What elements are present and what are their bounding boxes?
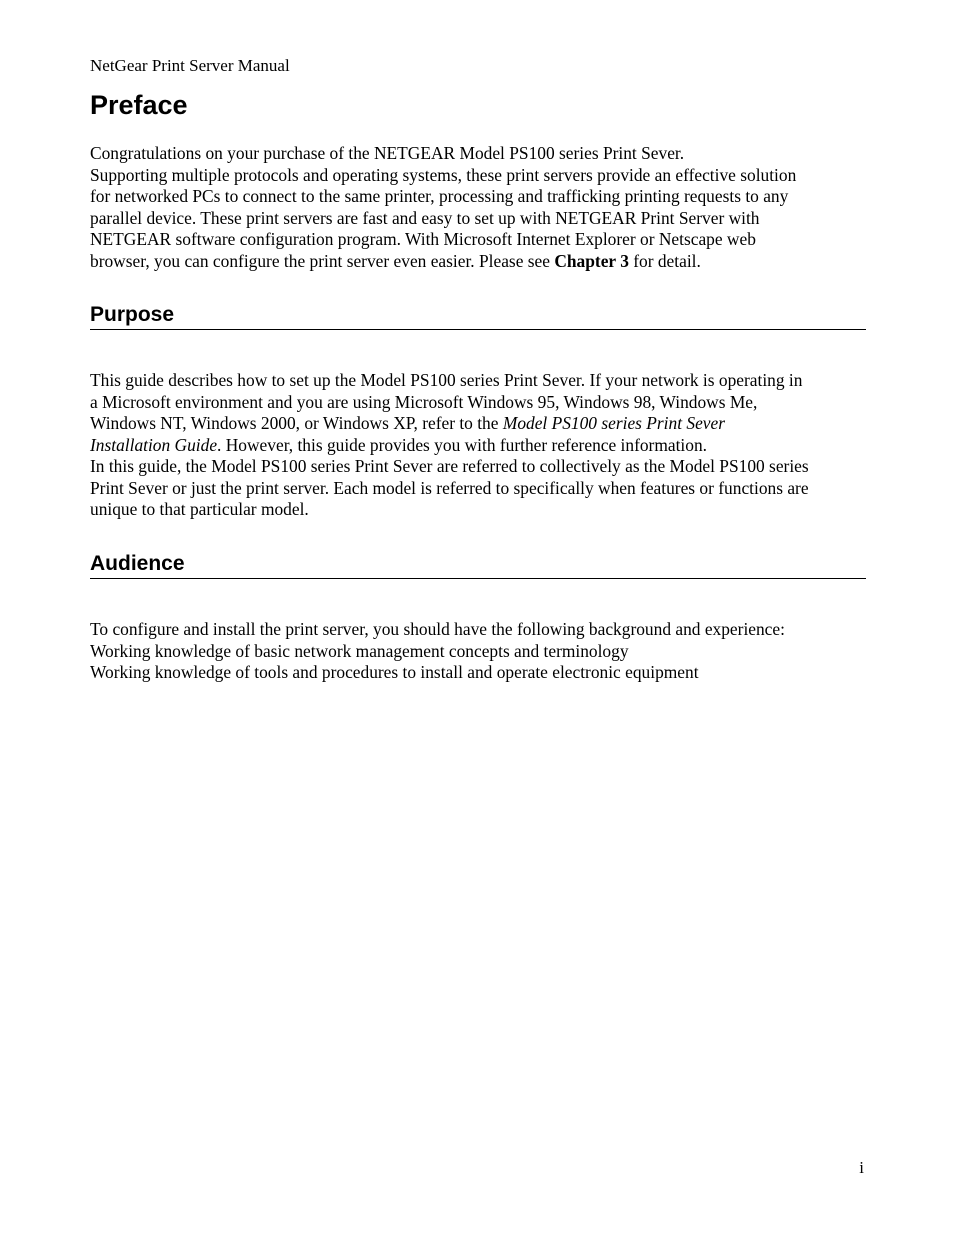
text-line <box>90 413 866 435</box>
text-line: for networked PCs to connect to the same printer, processing and trafficking printing requests to any <box>90 186 789 206</box>
text-line: Congratulations on your purchase of the NETGEAR Model PS100 series Print Sever. <box>90 143 685 163</box>
text-run: for detail. <box>628 250 701 271</box>
text-line: Working knowledge of tools and procedures to install and operate electronic equipment <box>90 662 699 682</box>
purpose-paragraph <box>90 370 866 521</box>
text-line: a Microsoft environment and you are using Microsoft Windows 95, Windows 98, Windows Me, <box>90 391 758 412</box>
text-line <box>90 251 866 273</box>
chapter-reference: Chapter 3 <box>554 250 629 271</box>
text-run: . However, this guide provides you with further reference information. <box>217 434 707 455</box>
text-run: Windows NT, Windows 2000, or Windows XP, refer to the <box>90 413 503 433</box>
text-line <box>90 435 866 457</box>
section-heading-purpose: Purpose <box>90 301 866 330</box>
guide-title-reference: Installation Guide <box>90 434 218 455</box>
audience-paragraph <box>90 619 866 684</box>
guide-title-reference: Model PS100 series Print Sever <box>502 413 725 433</box>
section-heading-audience: Audience <box>90 550 866 579</box>
text-line: Supporting multiple protocols and operating systems, these print servers provide an effective solution <box>90 164 797 185</box>
text-line: To configure and install the print server, you should have the following background and experience: <box>90 619 785 639</box>
text-line: unique to that particular model. <box>90 499 309 519</box>
text-run: browser, you can configure the print server even easier. Please see <box>90 250 555 271</box>
text-line: Working knowledge of basic network management concepts and terminology <box>90 640 629 661</box>
preface-paragraph <box>90 143 866 272</box>
running-header: NetGear Print Server Manual <box>90 56 290 75</box>
text-line: parallel device. These print servers are fast and easy to set up with NETGEAR Print Server with <box>90 207 760 228</box>
text-line: In this guide, the Model PS100 series Print Sever are referred to collectively as the Model PS100 series <box>90 456 809 476</box>
text-line: This guide describes how to set up the Model PS100 series Print Sever. If your network is operating in <box>90 370 803 390</box>
text-line: Print Sever or just the print server. Each model is referred to specifically when features or functions are <box>90 477 809 498</box>
page-title: Preface <box>90 90 188 120</box>
text-line: NETGEAR software configuration program. With Microsoft Internet Explorer or Netscape web <box>90 229 756 249</box>
document-page <box>90 0 866 1235</box>
page-number: i <box>859 1158 864 1177</box>
